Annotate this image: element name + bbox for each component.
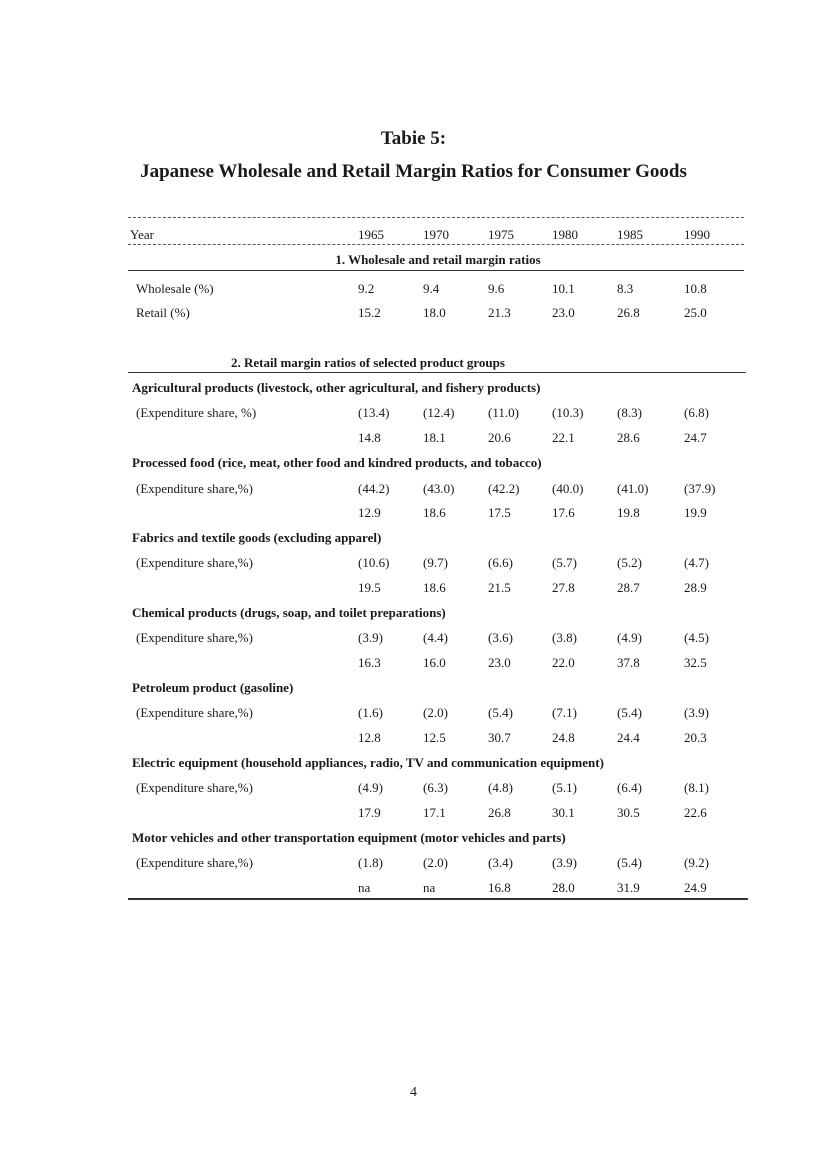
margin-cell: 12.8 [358, 730, 381, 745]
margin-cell: 17.5 [488, 505, 511, 520]
margin-cell: 22.0 [552, 655, 575, 670]
value-cell: 26.8 [617, 305, 640, 320]
margin-row [128, 655, 748, 675]
margin-cell: 20.3 [684, 730, 707, 745]
margin-row [128, 880, 748, 900]
value-cell: 21.3 [488, 305, 511, 320]
share-cell: (12.4) [423, 405, 455, 420]
margin-cell: 24.9 [684, 880, 707, 895]
value-cell: 23.0 [552, 305, 575, 320]
margin-cell: 17.9 [358, 805, 381, 820]
margin-cell: 17.6 [552, 505, 575, 520]
share-cell: (4.8) [488, 780, 513, 795]
margin-cell: 16.0 [423, 655, 446, 670]
year-1965: 1965 [358, 227, 384, 242]
value-cell: 25.0 [684, 305, 707, 320]
table-row [128, 281, 748, 301]
share-cell: (3.8) [552, 630, 577, 645]
value-cell: 9.4 [423, 281, 440, 296]
margin-cell: 30.7 [488, 730, 511, 745]
margin-cell: 22.6 [684, 805, 707, 820]
value-cell: 9.2 [358, 281, 375, 296]
share-cell: (10.3) [552, 405, 584, 420]
group-heading: Processed food (rice, meat, other food and kindred products, and tobacco) [132, 455, 542, 470]
table-title: Japanese Wholesale and Retail Margin Ratios for Consumer Goods [140, 161, 687, 182]
row-label: Retail (%) [136, 305, 190, 320]
share-cell: (13.4) [358, 405, 390, 420]
share-cell: (4.9) [358, 780, 383, 795]
margin-cell: 30.5 [617, 805, 640, 820]
margin-cell: 14.8 [358, 430, 381, 445]
margin-cell: 19.8 [617, 505, 640, 520]
row-label: (Expenditure share,%) [136, 705, 253, 720]
group-heading: Electric equipment (household appliances, radio, TV and communication equipment) [132, 755, 604, 770]
share-cell: (1.6) [358, 705, 383, 720]
header-rule [128, 244, 744, 245]
share-cell: (3.6) [488, 630, 513, 645]
share-cell: (4.4) [423, 630, 448, 645]
margin-cell: 19.5 [358, 580, 381, 595]
page-number: 4 [410, 1085, 417, 1100]
share-cell: (8.3) [617, 405, 642, 420]
top-rule [128, 217, 744, 218]
share-row [128, 705, 748, 725]
year-1975: 1975 [488, 227, 514, 242]
year-1990: 1990 [684, 227, 710, 242]
margin-cell: 20.6 [488, 430, 511, 445]
margin-cell: 16.3 [358, 655, 381, 670]
margin-cell: 28.0 [552, 880, 575, 895]
group-heading: Petroleum product (gasoline) [132, 680, 294, 695]
value-cell: 10.8 [684, 281, 707, 296]
share-cell: (40.0) [552, 481, 584, 496]
section-2-rule [128, 372, 746, 373]
margin-cell: 19.9 [684, 505, 707, 520]
share-cell: (1.8) [358, 855, 383, 870]
value-cell: 10.1 [552, 281, 575, 296]
margin-row [128, 580, 748, 600]
share-cell: (3.9) [358, 630, 383, 645]
margin-cell: 26.8 [488, 805, 511, 820]
year-1985: 1985 [617, 227, 643, 242]
margin-cell: 28.9 [684, 580, 707, 595]
share-row [128, 481, 748, 501]
share-cell: (5.4) [617, 705, 642, 720]
share-cell: (4.9) [617, 630, 642, 645]
section-2-heading: 2. Retail margin ratios of selected product groups [231, 355, 505, 370]
share-cell: (6.8) [684, 405, 709, 420]
margin-cell: na [358, 880, 371, 895]
margin-cell: 24.7 [684, 430, 707, 445]
share-cell: (6.3) [423, 780, 448, 795]
share-cell: (37.9) [684, 481, 716, 496]
share-cell: (6.6) [488, 555, 513, 570]
table-row [128, 305, 748, 325]
share-cell: (2.0) [423, 705, 448, 720]
margin-cell: 17.1 [423, 805, 446, 820]
row-label: (Expenditure share,%) [136, 780, 253, 795]
share-cell: (41.0) [617, 481, 649, 496]
margin-row [128, 805, 748, 825]
share-cell: (5.4) [488, 705, 513, 720]
section-1-rule [128, 270, 744, 271]
share-cell: (3.4) [488, 855, 513, 870]
share-cell: (5.1) [552, 780, 577, 795]
row-label: (Expenditure share,%) [136, 855, 253, 870]
margin-cell: na [423, 880, 436, 895]
share-cell: (3.9) [684, 705, 709, 720]
value-cell: 8.3 [617, 281, 634, 296]
share-cell: (11.0) [488, 405, 519, 420]
share-cell: (42.2) [488, 481, 520, 496]
margin-row [128, 430, 748, 450]
share-cell: (44.2) [358, 481, 390, 496]
share-cell: (5.7) [552, 555, 577, 570]
share-row [128, 555, 748, 575]
share-cell: (7.1) [552, 705, 577, 720]
row-label: (Expenditure share,%) [136, 630, 253, 645]
share-cell: (6.4) [617, 780, 642, 795]
share-cell: (4.7) [684, 555, 709, 570]
row-label: (Expenditure share,%) [136, 555, 253, 570]
value-cell: 18.0 [423, 305, 446, 320]
value-cell: 9.6 [488, 281, 505, 296]
share-cell: (9.2) [684, 855, 709, 870]
group-heading: Fabrics and textile goods (excluding apparel) [132, 530, 382, 545]
share-row [128, 780, 748, 800]
year-1980: 1980 [552, 227, 578, 242]
margin-cell: 22.1 [552, 430, 575, 445]
margin-cell: 37.8 [617, 655, 640, 670]
share-cell: (3.9) [552, 855, 577, 870]
margin-cell: 24.4 [617, 730, 640, 745]
margin-cell: 23.0 [488, 655, 511, 670]
share-row [128, 405, 748, 425]
margin-cell: 24.8 [552, 730, 575, 745]
year-label: Year [130, 227, 154, 242]
margin-cell: 18.6 [423, 580, 446, 595]
year-1970: 1970 [423, 227, 449, 242]
row-label: (Expenditure share,%) [136, 481, 253, 496]
share-cell: (5.2) [617, 555, 642, 570]
margin-cell: 28.7 [617, 580, 640, 595]
margin-cell: 16.8 [488, 880, 511, 895]
margin-cell: 30.1 [552, 805, 575, 820]
value-cell: 15.2 [358, 305, 381, 320]
margin-cell: 18.6 [423, 505, 446, 520]
group-heading: Motor vehicles and other transportation equipment (motor vehicles and parts) [132, 830, 566, 845]
group-heading: Chemical products (drugs, soap, and toilet preparations) [132, 605, 446, 620]
margin-cell: 18.1 [423, 430, 446, 445]
share-cell: (9.7) [423, 555, 448, 570]
margin-cell: 32.5 [684, 655, 707, 670]
share-cell: (43.0) [423, 481, 455, 496]
margin-cell: 28.6 [617, 430, 640, 445]
margin-cell: 31.9 [617, 880, 640, 895]
row-label: Wholesale (%) [136, 281, 214, 296]
margin-cell: 12.9 [358, 505, 381, 520]
share-cell: (4.5) [684, 630, 709, 645]
share-cell: (10.6) [358, 555, 390, 570]
margin-row [128, 730, 748, 750]
share-cell: (8.1) [684, 780, 709, 795]
margin-cell: 27.8 [552, 580, 575, 595]
group-heading: Agricultural products (livestock, other agricultural, and fishery products) [132, 380, 541, 395]
margin-row [128, 505, 748, 525]
section-1-heading: 1. Wholesale and retail margin ratios [335, 252, 541, 267]
share-row [128, 630, 748, 650]
table-number: Tabie 5: [380, 128, 447, 149]
share-cell: (5.4) [617, 855, 642, 870]
margin-cell: 12.5 [423, 730, 446, 745]
margin-cell: 21.5 [488, 580, 511, 595]
row-label: (Expenditure share, %) [136, 405, 257, 420]
bottom-rule [128, 898, 748, 900]
share-row [128, 855, 748, 875]
share-cell: (2.0) [423, 855, 448, 870]
